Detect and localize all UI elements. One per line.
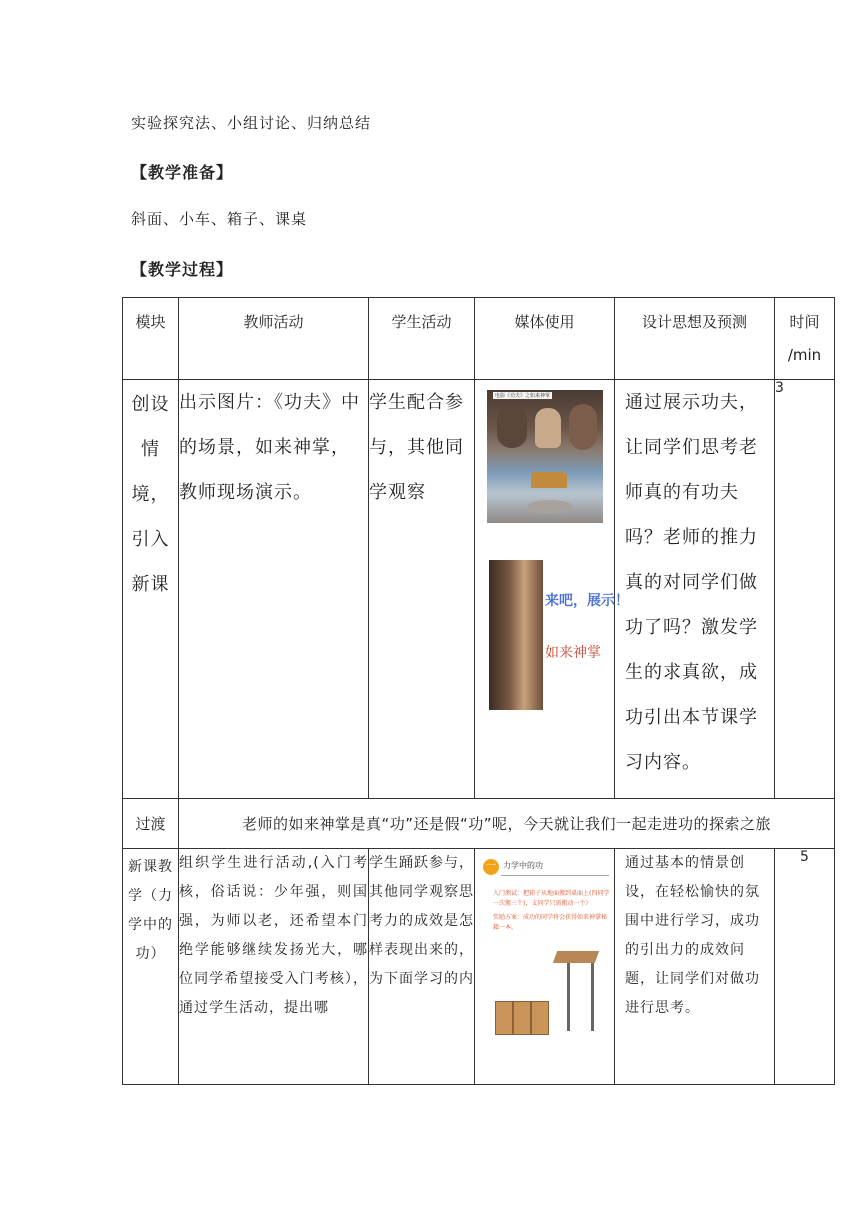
box-icon <box>531 1001 549 1035</box>
box-icon <box>513 1001 531 1035</box>
table-row <box>123 849 835 1085</box>
desk-top-icon <box>553 951 599 963</box>
row1-media <box>475 380 629 799</box>
lesson-slide-image <box>483 855 611 1035</box>
table-header-row <box>123 298 835 380</box>
header-media: 媒体使用 <box>475 298 615 380</box>
row2-design: 通过基本的情景创设，在轻松愉快的氛围中进行学习，成功的引出力的成效问题，让同学们对做功进行思考。 <box>615 849 775 1085</box>
header-time <box>775 298 835 380</box>
process-heading: 【教学过程】 <box>131 260 234 279</box>
row2-student: 学生踊跃参与，其他同学观察思考力的成效是怎样表现出来的，为下面学习的内 <box>369 849 475 1085</box>
actor-face-right <box>569 404 597 450</box>
character-photo <box>489 560 543 710</box>
teaching-method-line: 实验探究法、小组讨论、归纳总结 <box>131 114 372 132</box>
row1-time: 3 <box>775 380 835 799</box>
transition-row <box>123 799 835 849</box>
row1-design: 通过展示功夫，让同学们思考老师真的有功夫吗？老师的推力真的对同学们做功了吗？激发学生的求真欲，成功引出本节课学习内容。 <box>615 380 775 799</box>
box-icon <box>495 1001 513 1035</box>
row2-module: 新课教学（力学中的功） <box>123 849 179 1085</box>
desk-leg <box>591 963 594 1031</box>
kungfu-image-caption: 电影《功夫》之如来神掌 <box>495 393 551 399</box>
header-time-line1: 时间 <box>789 313 820 331</box>
row2-teacher: 组织学生进行活动,(入门考核，俗话说：少年强，则国强，为师以老，还希望本门绝学能够继续发扬光大，哪位同学希望接受入门考核），通过学生活动，提出哪 <box>179 849 369 1085</box>
table-row <box>123 380 835 799</box>
row1-student: 学生配合参与，其他同学观察 <box>369 380 475 799</box>
slide-divider <box>501 875 609 876</box>
show-text: 来吧，展示！ <box>545 593 629 609</box>
slide-test-line: 入门测试：把箱子从地面搬到桌面上(四同学一次搬三个)，支同学只需搬动一个） <box>493 890 610 907</box>
temple-roof <box>531 472 567 488</box>
rulai-text: 如来神掌 <box>545 645 601 661</box>
header-teacher: 教师活动 <box>179 298 369 380</box>
row2-time: 5 <box>775 849 835 1085</box>
palm-hand <box>535 408 561 448</box>
row2-media <box>475 849 615 1085</box>
desk-leg <box>567 963 570 1031</box>
lesson-table <box>122 297 835 1085</box>
prep-heading: 【教学准备】 <box>131 163 234 182</box>
header-time-line2: /min <box>787 346 822 364</box>
kungfu-scene-image <box>487 390 603 523</box>
transition-text: 老师的如来神掌是真“功”还是假“功”呢，今天就让我们一起走进功的探索之旅 <box>179 799 835 849</box>
actor-face-left <box>497 406 527 448</box>
rulai-palm-image <box>489 560 629 710</box>
row1-teacher: 出示图片：《功夫》中的场景，如来神掌，教师现场演示。 <box>179 380 369 799</box>
transition-module: 过渡 <box>123 799 179 849</box>
slide-reward-line: 奖励方案：成功的同学将会获得如来神掌秘籍一本。 <box>493 914 608 931</box>
row1-module: 创设情境，引入新课 <box>123 380 179 799</box>
prep-items: 斜面、小车、箱子、课桌 <box>131 210 308 228</box>
header-module: 模块 <box>123 298 179 380</box>
section-number-badge: 一 <box>483 859 499 875</box>
slide-title: 力学中的功 <box>503 861 543 870</box>
header-student: 学生活动 <box>369 298 475 380</box>
palm-print <box>527 500 573 514</box>
header-design: 设计思想及预测 <box>615 298 775 380</box>
